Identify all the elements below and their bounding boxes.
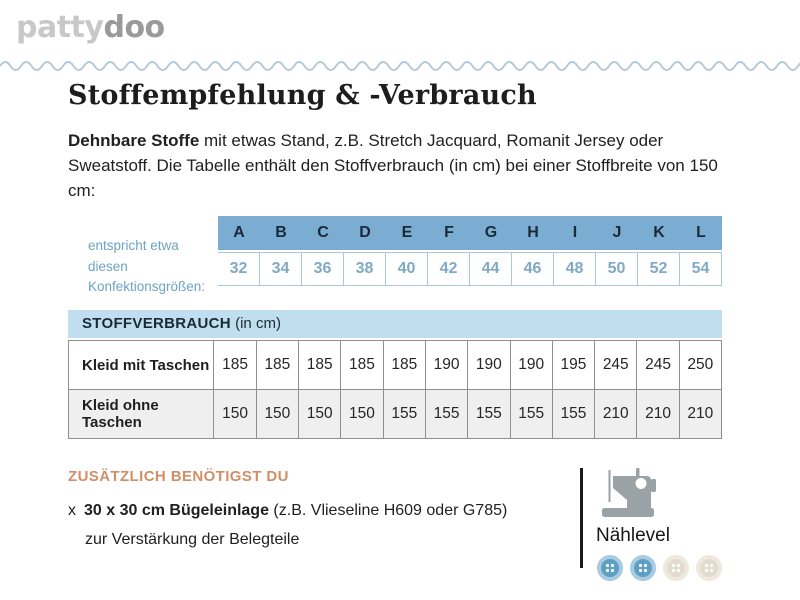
value-cell: 245 [636, 341, 678, 389]
value-cell: 185 [340, 341, 382, 389]
value-cell: 210 [594, 390, 636, 438]
size-number-cell: 34 [260, 252, 302, 286]
row-label: Kleid mit Taschen [82, 356, 210, 374]
value-cell: 190 [425, 341, 467, 389]
size-number-cell: 54 [680, 252, 722, 286]
value-cell: 150 [213, 390, 255, 438]
consumption-table [68, 310, 722, 439]
size-letter-cell: A [233, 224, 245, 242]
intro-rest: mit etwas Stand, z.B. Stretch Jacquard, Romanit Jersey oder Sweatstoff. Die Tabelle enthält den Stoffverbrauch (in cm) bei einer Stoffbreite von 150 cm: [68, 131, 718, 201]
value-cell: 150 [256, 390, 298, 438]
size-number-cell: 42 [428, 252, 470, 286]
skill-level-block [580, 468, 722, 581]
value-cell: 210 [679, 390, 721, 438]
consumption-title: STOFFVERBRAUCH [82, 315, 231, 333]
size-letter-cell: K [653, 224, 665, 242]
value-cell: 185 [383, 341, 425, 389]
size-letter-row [218, 216, 722, 250]
size-number-cell: 46 [512, 252, 554, 286]
extras-item [68, 502, 580, 520]
value-cell: 185 [256, 341, 298, 389]
row-values [213, 341, 721, 389]
button-holes [705, 564, 713, 572]
extras-bullet: x [68, 502, 76, 520]
size-number-cell: 52 [638, 252, 680, 286]
size-number-cell: 36 [302, 252, 344, 286]
size-table-caption: entspricht etwa diesen Konfektionsgrößen: [88, 238, 206, 294]
value-cell: 150 [340, 390, 382, 438]
value-cell: 195 [552, 341, 594, 389]
size-number-cell: 44 [470, 252, 512, 286]
extras-item-rest: (z.B. Vlieseline H609 oder G785) [268, 502, 508, 520]
bottom-section [68, 468, 722, 581]
sewing-machine-icon [596, 468, 658, 520]
pattydoo-logo [16, 10, 165, 45]
row-values [213, 390, 721, 438]
value-cell: 185 [298, 341, 340, 389]
row-label: Kleid ohne Taschen [82, 397, 159, 432]
value-cell: 155 [383, 390, 425, 438]
size-letter-cell: H [527, 224, 539, 242]
size-letter-cell: D [359, 224, 371, 242]
button-holes [639, 564, 647, 572]
logo-text-light: patty [16, 10, 104, 45]
size-number-cell: 48 [554, 252, 596, 286]
intro-text [68, 128, 722, 203]
consumption-table-header [68, 310, 722, 338]
extras-item-bold: 30 x 30 cm Bügeleinlage [84, 502, 269, 520]
value-cell: 155 [467, 390, 509, 438]
size-letter-cell: J [612, 224, 622, 242]
value-cell: 250 [679, 341, 721, 389]
button-icon [630, 555, 656, 581]
size-letter-cell: E [401, 224, 413, 242]
skill-level-label: Nählevel [596, 525, 670, 547]
extras-section [68, 468, 580, 581]
logo-text-dark: doo [103, 10, 165, 45]
vertical-divider [580, 468, 583, 568]
sheet-content [68, 80, 722, 581]
consumption-table-body [68, 340, 722, 439]
value-cell: 150 [298, 390, 340, 438]
button-holes [606, 564, 614, 572]
size-number-cell: 50 [596, 252, 638, 286]
value-cell: 210 [636, 390, 678, 438]
size-number-cell: 32 [218, 252, 260, 286]
size-number-cell: 38 [344, 252, 386, 286]
value-cell: 155 [425, 390, 467, 438]
button-holes [672, 564, 680, 572]
table-row-kleid-mit-taschen [68, 340, 722, 390]
size-table-section [68, 216, 722, 297]
button-icon [663, 555, 689, 581]
skill-content [596, 468, 722, 581]
size-letter-cell: C [317, 224, 329, 242]
size-table [218, 216, 722, 297]
size-letter-cell: F [444, 224, 454, 242]
size-letter-cell: G [484, 224, 498, 242]
size-number-row [218, 252, 722, 286]
wave-divider-icon [0, 55, 800, 77]
value-cell: 190 [467, 341, 509, 389]
button-icon [696, 555, 722, 581]
value-cell: 155 [510, 390, 552, 438]
size-number-cell: 40 [386, 252, 428, 286]
page-title: Stoffempfehlung & -Verbrauch [68, 80, 537, 111]
size-letter-cell: L [696, 224, 706, 242]
value-cell: 185 [213, 341, 255, 389]
table-row-kleid-ohne-taschen [68, 390, 722, 439]
size-letter-cell: B [275, 224, 287, 242]
value-cell: 155 [552, 390, 594, 438]
extras-heading: ZUSÄTZLICH BENÖTIGST DU [68, 468, 289, 486]
skill-level-buttons [597, 555, 722, 581]
consumption-unit: (in cm) [235, 315, 281, 333]
wave-path [0, 62, 800, 70]
intro-bold: Dehnbare Stoffe [68, 131, 200, 150]
extras-item-line2: zur Verstärkung der Belegteile [85, 531, 300, 549]
value-cell: 245 [594, 341, 636, 389]
size-letter-cell: I [572, 224, 578, 242]
value-cell: 190 [510, 341, 552, 389]
button-icon [597, 555, 623, 581]
